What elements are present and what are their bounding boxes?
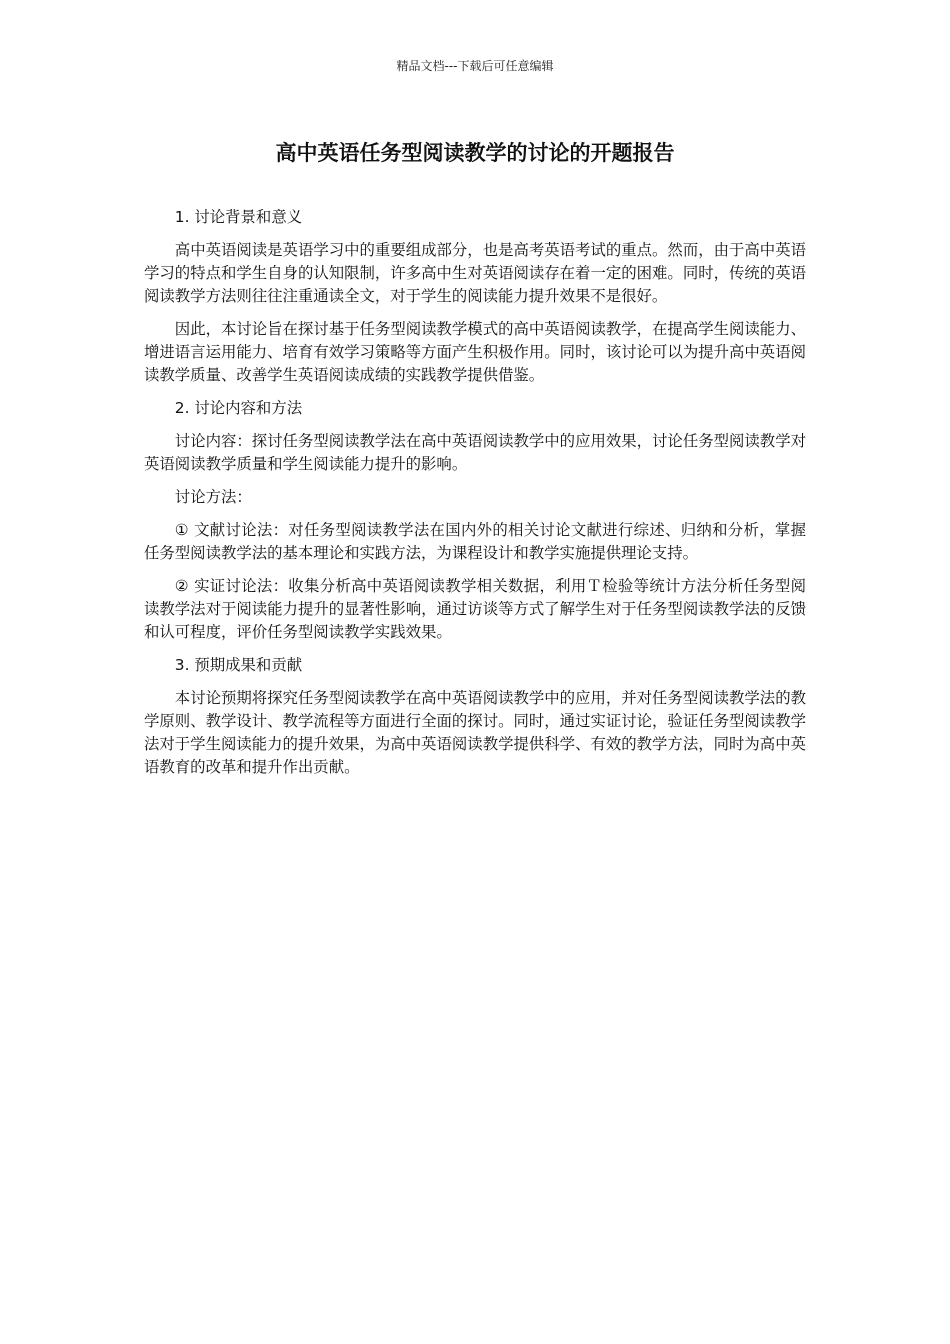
- section-2-paragraph-4: ② 实证讨论法：收集分析高中英语阅读教学相关数据，利用Ｔ检验等统计方法分析任务型阅读教学法对于阅读能力提升的显著性影响，通过访谈等方式了解学生对于任务型阅读教学法的反馈和认可程度，评价任务型阅读教学实践效果。: [144, 577, 806, 641]
- page-header: 精品文档---下载后可任意编辑: [396, 59, 554, 73]
- section-1-heading: 1. 讨论背景和意义: [174, 208, 303, 226]
- section-2-heading: 2. 讨论内容和方法: [174, 399, 303, 417]
- section-2-paragraph-2: 讨论方法：: [174, 488, 252, 506]
- section-1-paragraph-1: 高中英语阅读是英语学习中的重要组成部分，也是高考英语考试的重点。然而，由于高中英语学习的特点和学生自身的认知限制，许多高中生对英语阅读存在着一定的困难。同时，传统的英语阅读教学方法则往往注重通读全文，对于学生的阅读能力提升效果不是很好。: [144, 241, 806, 305]
- section-2-paragraph-3: ① 文献讨论法：对任务型阅读教学法在国内外的相关讨论文献进行综述、归纳和分析，掌握任务型阅读教学法的基本理论和实践方法，为课程设计和教学实施提供理论支持。: [144, 521, 806, 562]
- document-body: [144, 206, 806, 789]
- section-1-paragraph-2: 因此，本讨论旨在探讨基于任务型阅读教学模式的高中英语阅读教学，在提高学生阅读能力、增进语言运用能力、培育有效学习策略等方面产生积极作用。同时，该讨论可以为提升高中英语阅读教学质量、改善学生英语阅读成绩的实践教学提供借鉴。: [144, 320, 806, 384]
- document-title: 高中英语任务型阅读教学的讨论的开题报告: [275, 141, 675, 165]
- section-2-paragraph-1: 讨论内容：探讨任务型阅读教学法在高中英语阅读教学中的应用效果，讨论任务型阅读教学对英语阅读教学质量和学生阅读能力提升的影响。: [144, 432, 806, 473]
- section-3-heading: 3. 预期成果和贡献: [174, 656, 303, 674]
- section-3-paragraph-1: 本讨论预期将探究任务型阅读教学在高中英语阅读教学中的应用，并对任务型阅读教学法的教学原则、教学设计、教学流程等方面进行全面的探讨。同时，通过实证讨论，验证任务型阅读教学法对于学生阅读能力的提升效果，为高中英语阅读教学提供科学、有效的教学方法，同时为高中英语教育的改革和提升作出贡献。: [144, 689, 806, 776]
